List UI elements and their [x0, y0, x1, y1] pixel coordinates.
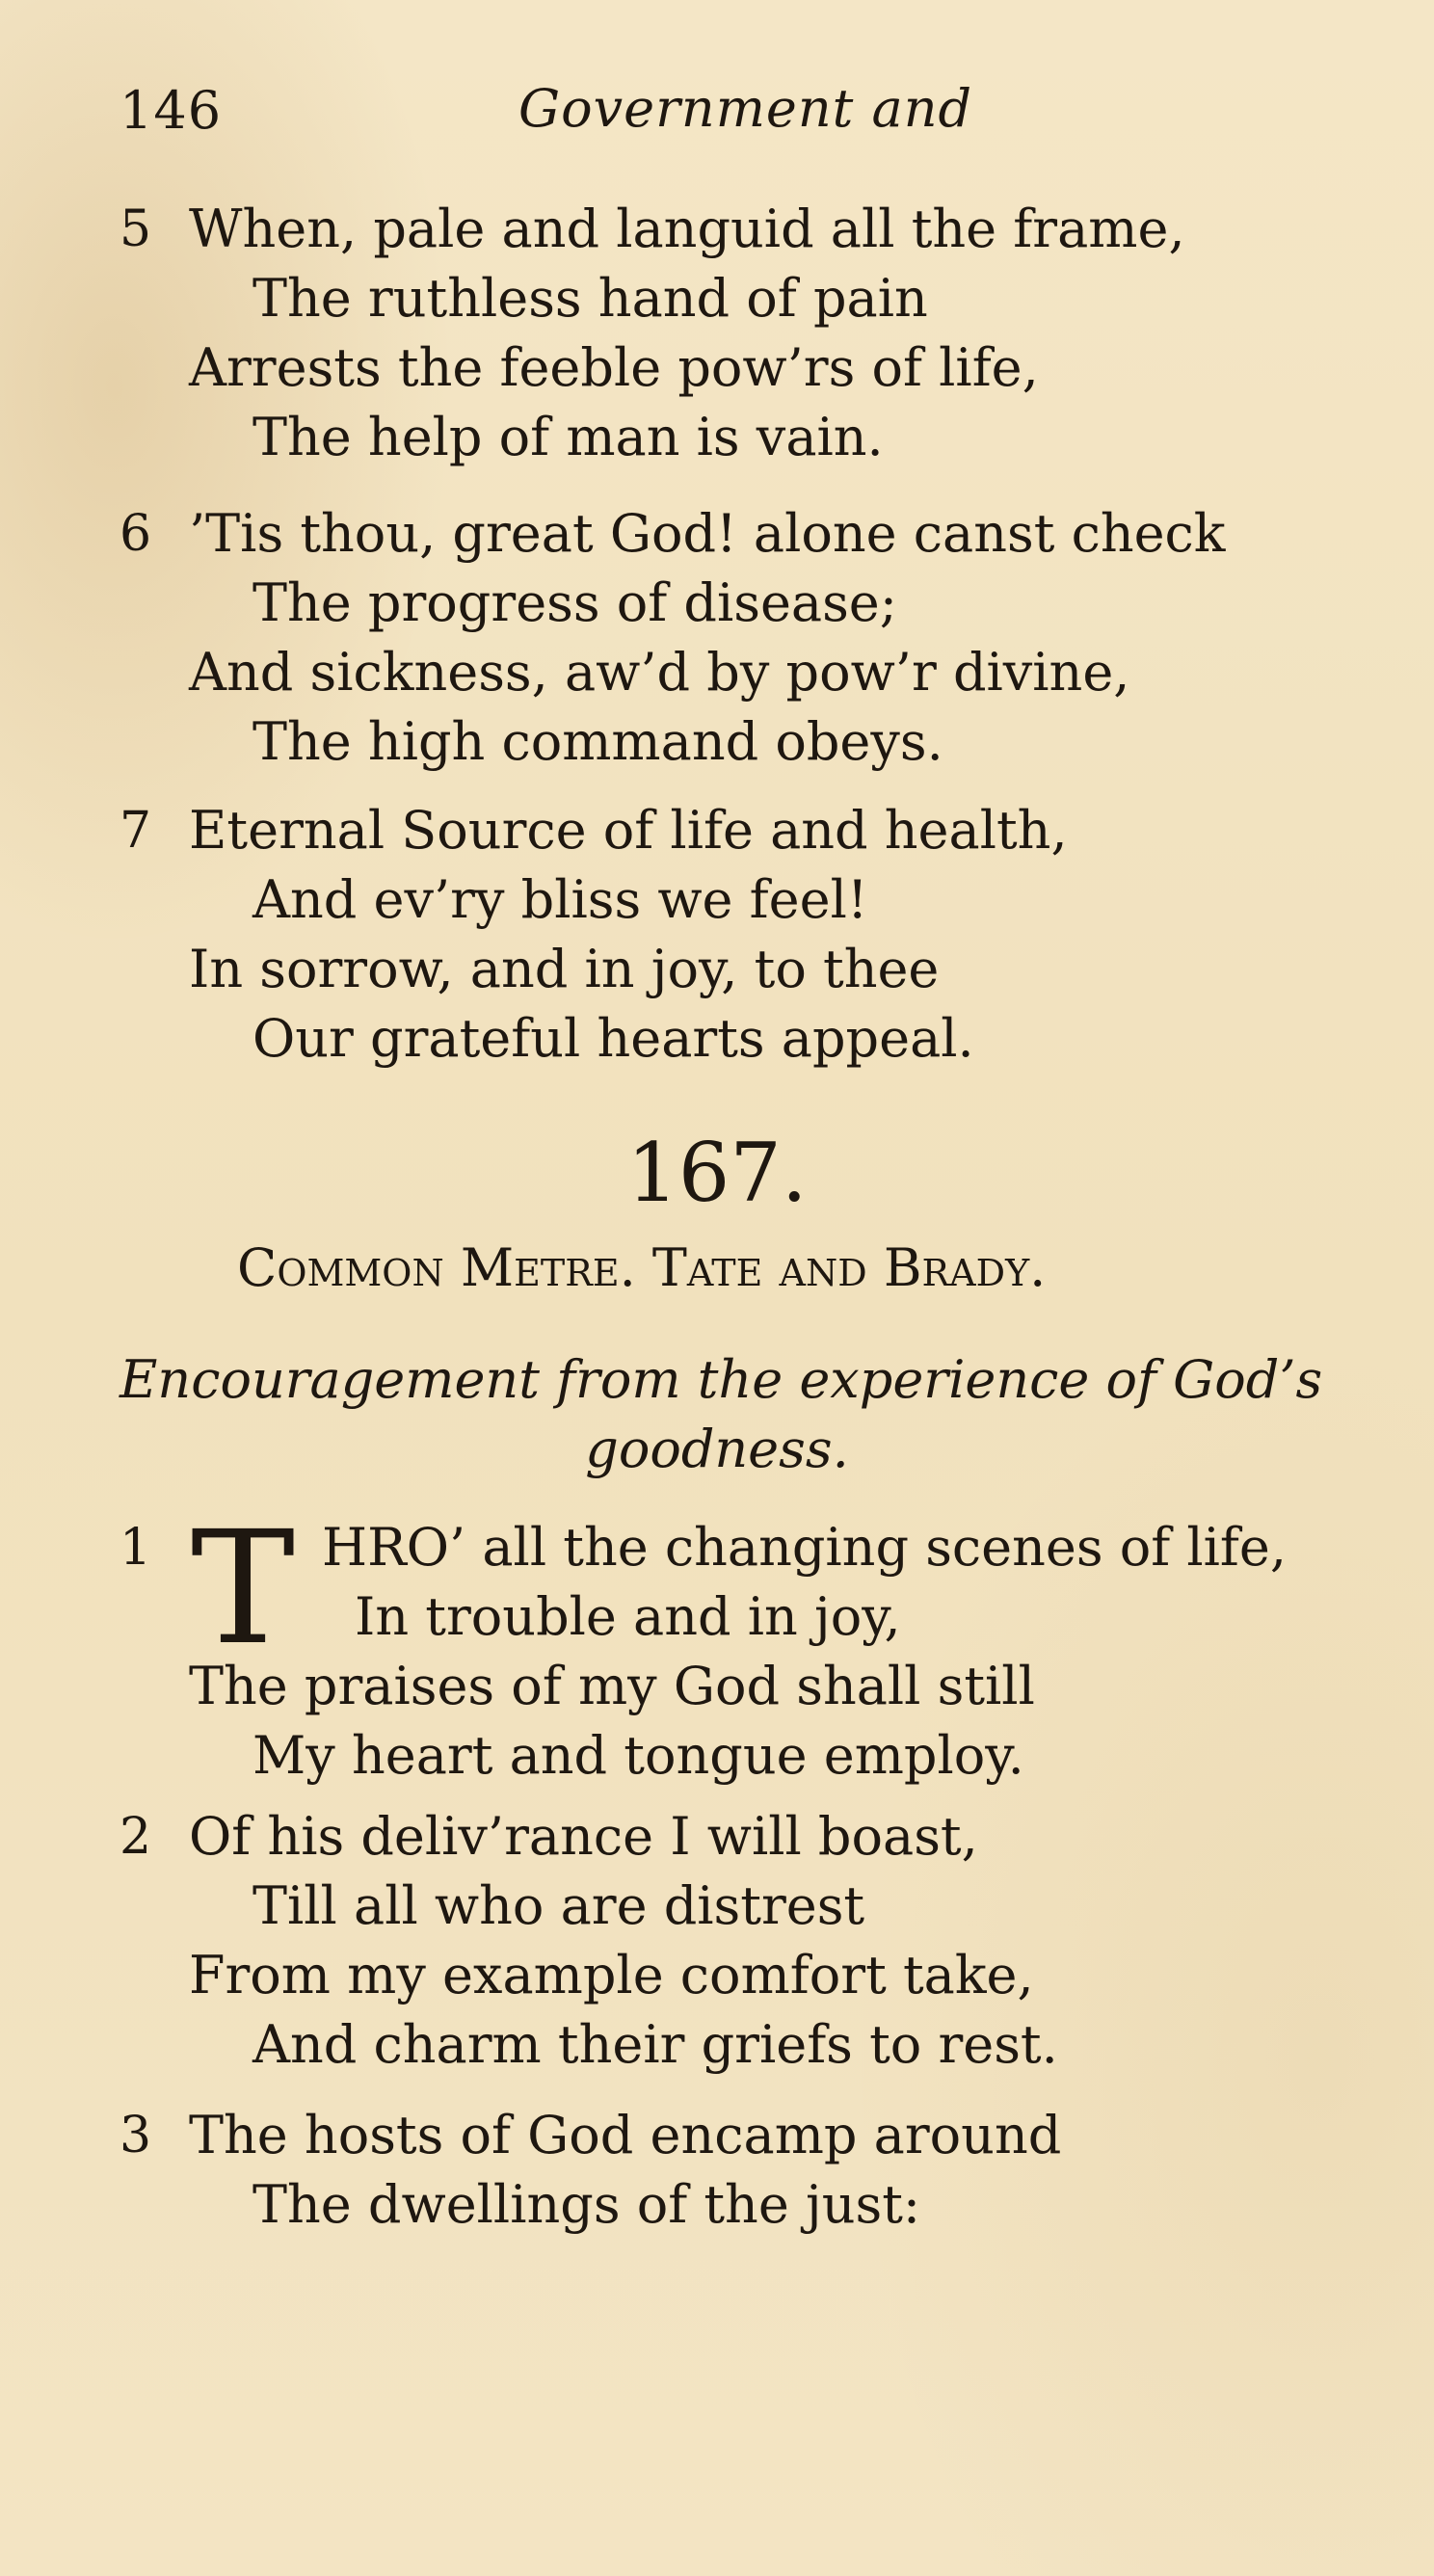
verse-number: 3	[120, 2107, 152, 2164]
verse-line: Till all who are distrest	[252, 1875, 865, 1936]
verse-line: The ruthless hand of pain	[252, 268, 928, 329]
verse-line: The praises of my God shall still	[189, 1656, 1035, 1716]
verse-line: The progress of disease;	[252, 572, 897, 633]
verse-number: 5	[120, 200, 152, 258]
verse-number: 1	[120, 1519, 152, 1577]
verse-line: Arrests the feeble pow’rs of life,	[189, 337, 1039, 398]
verse-line: From my example comfort take,	[189, 1945, 1034, 2005]
verse-line: Our grateful hearts appeal.	[252, 1008, 974, 1069]
page-number: 146	[120, 80, 223, 141]
verse-line: My heart and tongue employ.	[252, 1725, 1024, 1786]
verse-line: ’Tis thou, great God! alone canst check	[189, 503, 1226, 564]
verse-line: Eternal Source of life and health,	[189, 800, 1068, 861]
verse-line: The high command obeys.	[252, 711, 943, 772]
hymn-subject: Encouragement from the experience of God’s	[120, 1349, 1323, 1410]
verse-line: When, pale and languid all the frame,	[189, 199, 1185, 259]
verse-number: 6	[120, 505, 152, 563]
verse-line: The help of man is vain.	[252, 407, 884, 467]
verse-line: The hosts of God encamp around	[189, 2105, 1062, 2165]
verse-line: And ev’ry bliss we feel!	[252, 869, 868, 930]
hymn-meta: Common Metre. Tate and Brady.	[237, 1237, 1047, 1298]
verse-line: And charm their griefs to rest.	[252, 2014, 1058, 2075]
verse-line: In sorrow, and in joy, to thee	[189, 939, 940, 999]
verse-line: Of his deliv’rance I will boast,	[189, 1806, 978, 1867]
dropcap-initial: T	[191, 1499, 296, 1680]
running-title: Government and	[518, 78, 973, 139]
verse-line: And sickness, aw’d by pow’r divine,	[189, 642, 1130, 703]
verse-number: 7	[120, 802, 152, 860]
verse-number: 2	[120, 1808, 152, 1866]
hymn-number: 167.	[626, 1126, 808, 1220]
hymn-subject-continued: goodness.	[585, 1419, 849, 1479]
verse-line: In trouble and in joy,	[355, 1586, 901, 1647]
verse-line: HRO’ all the changing scenes of life,	[322, 1517, 1288, 1578]
verse-line: The dwellings of the just:	[252, 2174, 921, 2235]
